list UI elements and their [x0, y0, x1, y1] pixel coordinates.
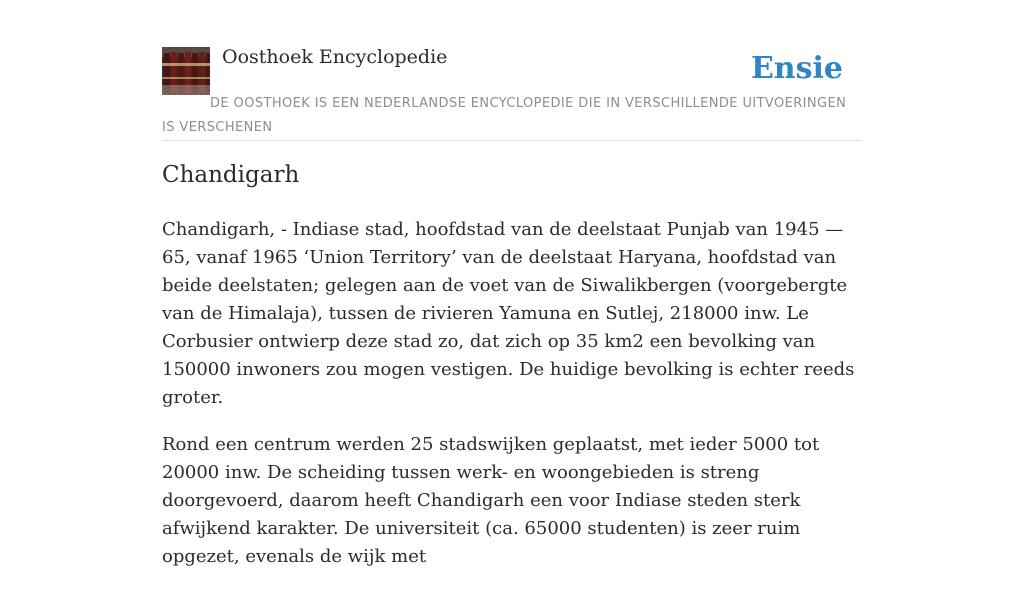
- article-paragraph-2: Rond een centrum werden 25 stadswijken geplaatst, met ieder 5000 tot 20000 inw. De scheiding tussen werk- en woongebieden is streng doorgevoerd, daarom heeft Chandigarh een voor Indiase steden sterk afwijkend karakter. De universiteit (ca. 65000 studenten) is zeer ruim opgezet, evenals de wijk met: [162, 434, 820, 567]
- brand-logo[interactable]: Ensie: [750, 51, 843, 86]
- site-header: [162, 44, 862, 141]
- site-name[interactable]: Oosthoek Encyclopedie: [222, 46, 448, 68]
- article-paragraph-1: Chandigarh, - Indiase stad, hoofdstad van de deelstaat Punjab van 1945 — 65, vanaf 1965 ‘Union Territory’ van de deelstaat Haryana, hoofdstad van beide deelstaten; gelegen aan de voet van de Siwalikbergen (voorgebergte van de Himalaja), tussen de rivieren Yamuna en Sutlej, 218000 inw. Le Corbusier ontwierp deze stad zo, dat zich op 35 km2 een bevolking van 150000 inwoners zou mogen vestigen. De huidige bevolking is echter reeds groter.: [162, 219, 855, 408]
- article-body: [162, 216, 862, 590]
- page-title: Chandigarh: [162, 162, 300, 188]
- avatar[interactable]: [162, 47, 210, 95]
- encyclopedia-books-icon: [162, 47, 210, 95]
- site-tagline: DE OOSTHOEK IS EEN NEDERLANDSE ENCYCLOPEDIE DIE IN VERSCHILLENDE UITVOERINGEN IS VERSCHENEN: [162, 96, 847, 135]
